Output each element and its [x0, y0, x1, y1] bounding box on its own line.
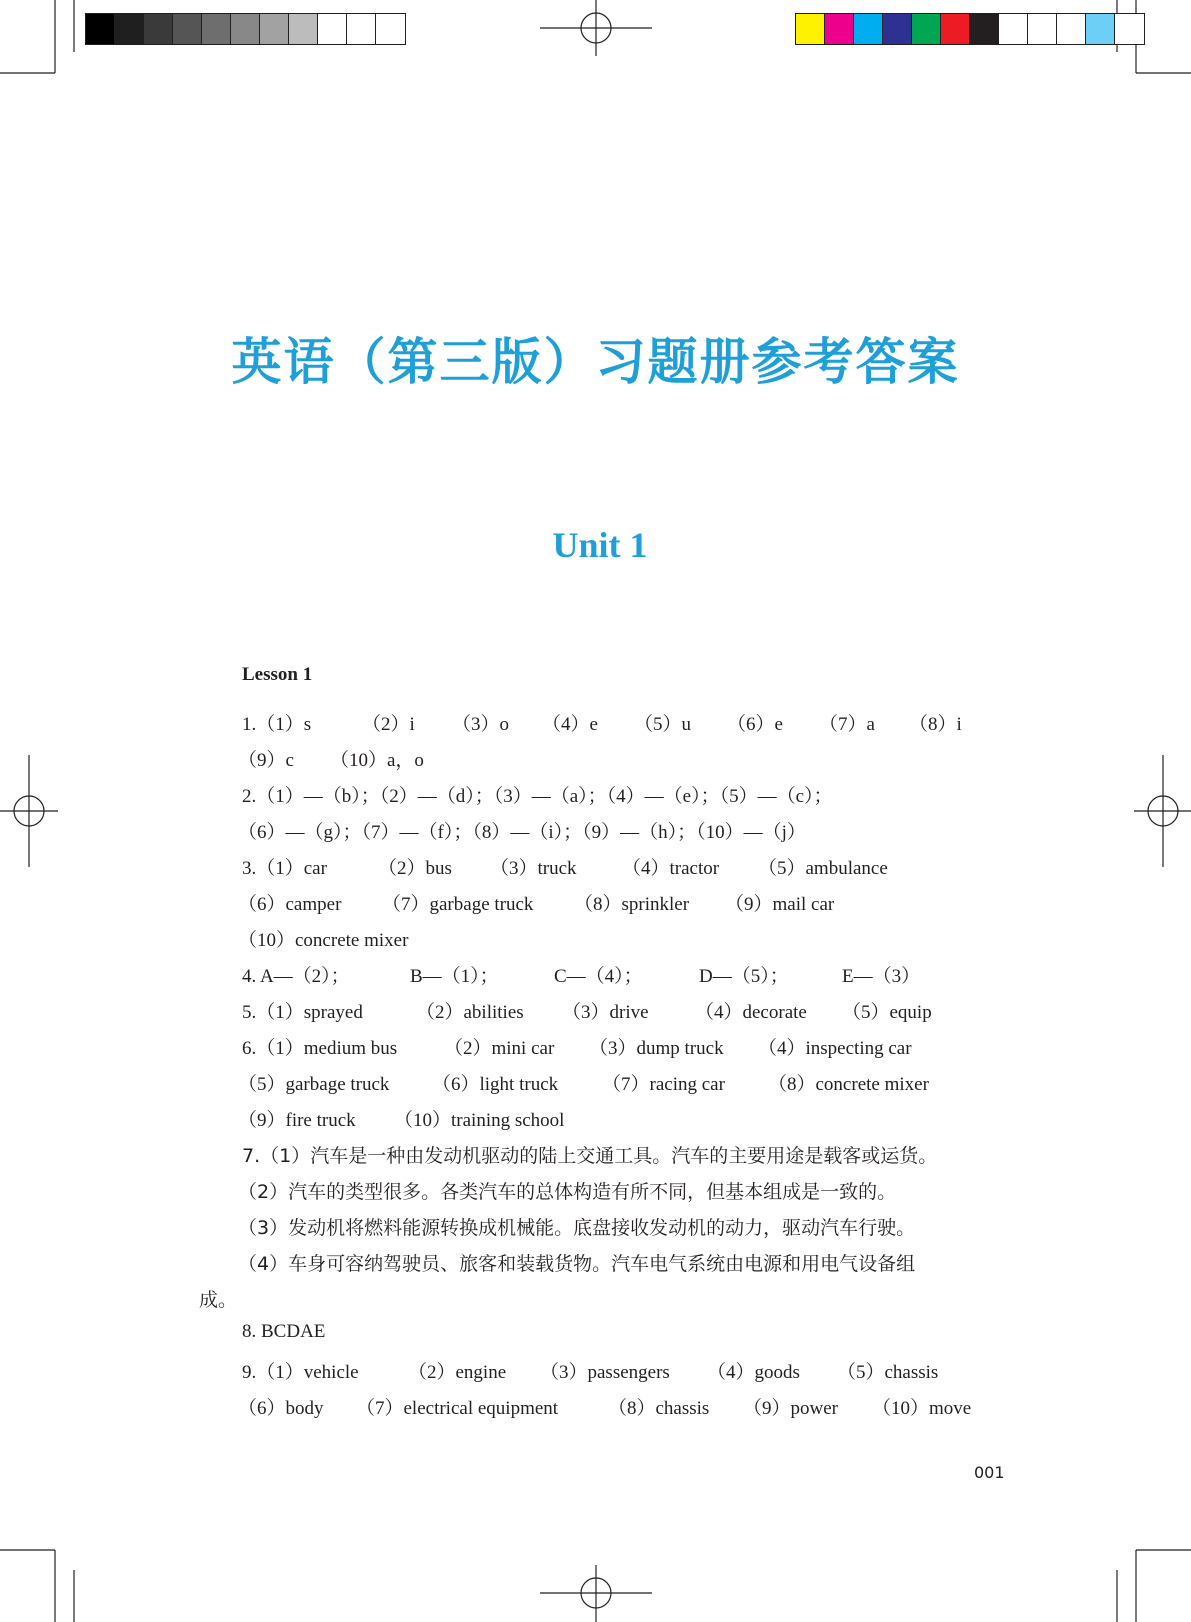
answer-item: （6）camper — [238, 894, 342, 915]
color-swatch — [912, 14, 941, 44]
answer-item: （9）c — [238, 750, 294, 771]
answer-item: C—（4）； — [554, 966, 643, 987]
color-swatch — [854, 14, 883, 44]
answer-item: （4）decorate — [695, 1002, 807, 1023]
answer-item: 5.（1）sprayed — [242, 1002, 363, 1023]
answer-item: （9）fire truck — [238, 1110, 356, 1131]
answer-item: （5）ambulance — [758, 858, 888, 879]
answer-item: （3）passengers — [540, 1362, 670, 1383]
lesson-heading: Lesson 1 — [242, 664, 313, 685]
answer-item: （8）chassis — [608, 1398, 710, 1419]
answer-item: （8）concrete mixer — [768, 1074, 929, 1095]
answer-item: 3.（1）car — [242, 858, 327, 879]
answer-item: 成。 — [199, 1289, 238, 1311]
answer-item: 4. A—（2）； — [242, 966, 350, 987]
answer-item: （2）engine — [408, 1362, 507, 1383]
answer-item: （10）training school — [394, 1110, 565, 1131]
answer-item: （9）power — [743, 1398, 838, 1419]
color-swatch — [115, 14, 144, 44]
color-swatch — [144, 14, 173, 44]
color-swatch — [825, 14, 854, 44]
answer-item: （7）racing car — [602, 1074, 725, 1095]
color-swatch — [376, 14, 405, 44]
color-swatch — [347, 14, 376, 44]
color-swatch — [796, 14, 825, 44]
answer-item: （6）—（g）；（7）—（f）；（8）—（i）；（9）—（h）；（10）—（j） — [238, 822, 806, 843]
answer-item: （5）equip — [842, 1002, 932, 1023]
answer-item: （4）车身可容纳驾驶员、旅客和装载货物。汽车电气系统由电源和用电气设备组 — [238, 1253, 916, 1275]
answer-item: （3）dump truck — [589, 1038, 724, 1059]
answer-item: 1.（1）s — [242, 714, 312, 735]
answer-item: （4）tractor — [622, 858, 720, 879]
answer-item: （7）a — [819, 714, 875, 735]
answer-item: （3）drive — [562, 1002, 649, 1023]
color-swatch — [202, 14, 231, 44]
answer-item: （6）e — [727, 714, 783, 735]
color-swatch — [970, 14, 999, 44]
answer-item: （10）a，o — [330, 750, 424, 771]
color-swatch — [173, 14, 202, 44]
answer-item: （10）concrete mixer — [238, 930, 409, 951]
page-number: 001 — [974, 1463, 1005, 1482]
color-swatch — [289, 14, 318, 44]
color-swatch — [1086, 14, 1115, 44]
answer-item: （7）electrical equipment — [356, 1398, 559, 1419]
answer-item: 2.（1）—（b）；（2）—（d）；（3）—（a）；（4）—（e）；（5）—（c）； — [242, 786, 833, 807]
answer-item: （2）abilities — [416, 1002, 524, 1023]
answer-item: 9.（1）vehicle — [242, 1362, 359, 1383]
answer-item: 7.（1）汽车是一种由发动机驱动的陆上交通工具。汽车的主要用途是载客或运货。 — [242, 1145, 938, 1167]
color-swatch — [1028, 14, 1057, 44]
answer-item: （2）bus — [378, 858, 452, 879]
answer-item: （5）u — [634, 714, 692, 735]
color-swatch — [1057, 14, 1086, 44]
page-title: 英语（第三版）习题册参考答案 — [231, 333, 960, 391]
color-swatch — [1115, 14, 1144, 44]
answer-item: （4）inspecting car — [758, 1038, 912, 1059]
answer-item: E—（3） — [842, 966, 921, 987]
color-swatch — [86, 14, 115, 44]
answer-item: （8）i — [909, 714, 962, 735]
answer-item: （3）发动机将燃料能源转换成机械能。底盘接收发动机的动力，驱动汽车行驶。 — [238, 1217, 916, 1239]
answer-item: （7）garbage truck — [382, 894, 534, 915]
answer-item: （6）light truck — [432, 1074, 559, 1095]
answer-item: （3）truck — [490, 858, 577, 879]
unit-title: Unit 1 — [552, 525, 648, 565]
answer-item: （2）汽车的类型很多。各类汽车的总体构造有所不同，但基本组成是一致的。 — [238, 1181, 897, 1203]
answer-item: （5）garbage truck — [238, 1074, 390, 1095]
answer-item: （9）mail car — [725, 894, 835, 915]
color-swatch — [883, 14, 912, 44]
answer-item: （4）goods — [707, 1362, 800, 1383]
answer-item: D—（5）； — [699, 966, 789, 987]
answer-item: （2）mini car — [444, 1038, 555, 1059]
answer-item: （4）e — [542, 714, 598, 735]
answer-item: 8. BCDAE — [242, 1321, 326, 1342]
color-swatch — [999, 14, 1028, 44]
answer-item: （5）chassis — [837, 1362, 939, 1383]
color-swatch — [231, 14, 260, 44]
color-swatch — [318, 14, 347, 44]
answer-item: （2）i — [362, 714, 415, 735]
grayscale-color-bar — [85, 13, 406, 45]
answer-item: （10）move — [872, 1398, 972, 1419]
answer-item: B—（1）； — [410, 966, 499, 987]
answer-item: （3）o — [452, 714, 510, 735]
answer-item: 6.（1）medium bus — [242, 1038, 398, 1059]
answer-item: （6）body — [238, 1398, 324, 1419]
color-swatch — [941, 14, 970, 44]
cmyk-color-bar — [795, 13, 1145, 45]
color-swatch — [260, 14, 289, 44]
answer-item: （8）sprinkler — [574, 894, 690, 915]
